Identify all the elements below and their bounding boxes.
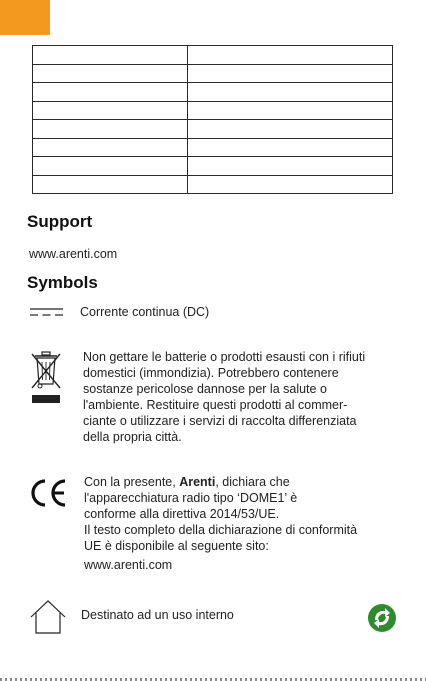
weee-line: sostanze pericolose dannose per la salute o xyxy=(83,382,327,396)
ce-line-prefix: Con la presente, xyxy=(84,475,180,489)
house-icon xyxy=(29,599,67,635)
ce-line: Il testo completo della dichiarazione di conformità xyxy=(84,523,358,537)
ce-line: conforme alla direttiva 2014/53/UE. xyxy=(84,507,280,521)
table-row xyxy=(33,101,393,120)
weee-line: ciante o utilizzare i servizi di raccolta differenziata xyxy=(83,414,357,428)
indoor-text: Destinato ad un uso interno xyxy=(81,608,234,622)
ce-url[interactable]: www.arenti.com xyxy=(84,558,173,572)
ce-line xyxy=(84,474,357,490)
table-row xyxy=(33,157,393,176)
green-dot-recycle-icon xyxy=(367,603,397,633)
table-row xyxy=(33,138,393,157)
table-row xyxy=(33,83,393,102)
table-row xyxy=(33,175,393,194)
table-row xyxy=(33,120,393,139)
crossed-bin-icon xyxy=(29,350,63,406)
ce-line: UE è disponibile al seguente sito: xyxy=(84,539,269,553)
dc-current-icon xyxy=(29,306,65,318)
weee-line: Non gettare le batterie o prodotti esausti con i rifiuti xyxy=(83,350,366,364)
ce-text xyxy=(84,474,357,573)
spec-table xyxy=(32,45,393,194)
table-row xyxy=(33,46,393,65)
weee-line: domestici (immondizia). Potrebbero contenere xyxy=(83,366,339,380)
support-heading: Support xyxy=(27,212,93,231)
ce-line: l'apparecchiatura radio tipo ‘DOME1’ è xyxy=(84,491,298,505)
table-row xyxy=(33,64,393,83)
dc-text: Corrente continua (DC) xyxy=(80,305,210,319)
weee-line: l'ambiente. Restituire questi prodotti al commer- xyxy=(83,398,348,412)
symbols-heading: Symbols xyxy=(27,273,98,292)
ce-line-suffix: , dichiara che xyxy=(215,475,290,489)
orange-corner-tab xyxy=(0,0,50,35)
ce-brand: Arenti xyxy=(179,475,216,489)
weee-line: della propria città. xyxy=(83,430,182,444)
weee-text xyxy=(83,349,365,445)
ce-mark-icon xyxy=(27,477,69,509)
support-url[interactable]: www.arenti.com xyxy=(29,247,118,261)
